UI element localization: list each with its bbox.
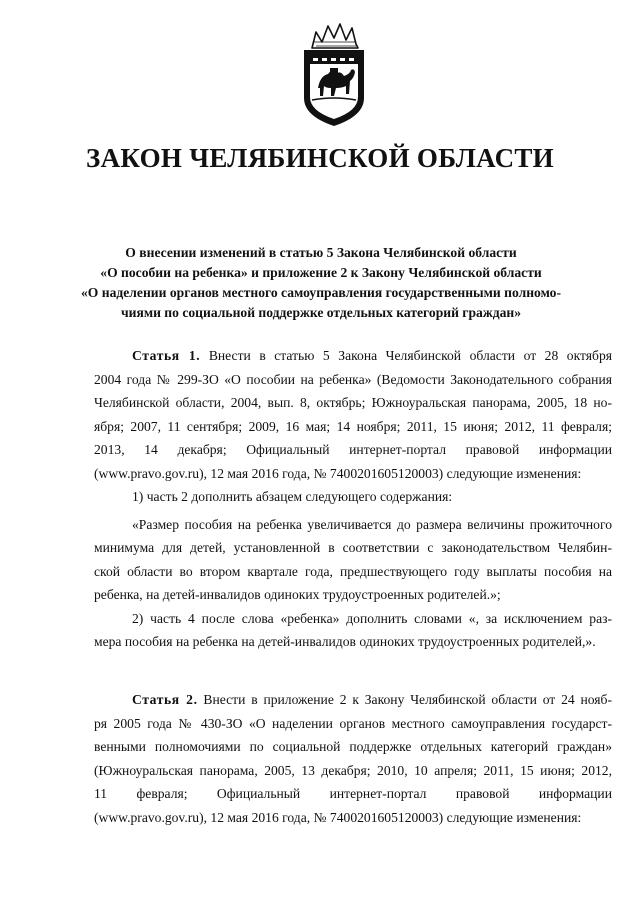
article-2-first-line (94, 688, 612, 712)
article-1-quote-line: ребенка, на детей-инвалидов одиноких трудоустроенных родителей.»; (94, 587, 501, 602)
article-1-line: Челябинской области, 2004, вып. 8, октябрь; Южноуральская панорама, 2005, 18 но- (94, 395, 612, 410)
article-1-line: 2004 года № 299-ЗО «О пособии на ребенка» (Ведомости Законодательного собрания (94, 371, 612, 387)
article-1-label: Статья 1. (132, 348, 201, 363)
article-2-line: ря 2005 года № 430-ЗО «О наделении органов местного самоуправления государст- (94, 715, 612, 731)
article-1-line: (www.pravo.gov.ru), 12 мая 2016 года, № 7400201605120003) следующие изменения: (94, 465, 582, 481)
article-2-line: (www.pravo.gov.ru), 12 мая 2016 года, № 7400201605120003) следующие изменения: (94, 809, 582, 825)
subject-line: «О наделении органов местного самоуправления государственными полномо- (81, 285, 561, 300)
subject-line: О внесении изменений в статью 5 Закона Челябинской области (125, 245, 517, 260)
article-2-text: Внести в приложение 2 к Закону Челябинской области от 24 нояб- (197, 692, 613, 707)
article-1-item-1: 1) часть 2 дополнить абзацем следующего содержания: (132, 489, 453, 504)
article-1-text: Внести в статью 5 Закона Челябинской области от 28 октября (200, 348, 612, 363)
article-2-line: 11 февраля; Официальный интернет-портал правовой информации (94, 786, 612, 801)
law-title: ЗАКОН ЧЕЛЯБИНСКОЙ ОБЛАСТИ (86, 143, 554, 173)
article-1-line: 2013, 14 декабря; Официальный интернет-портал правовой информации (94, 442, 612, 457)
article-1-item-2: 2) часть 4 после слова «ребенка» дополнить словами «, за исключением раз- (132, 610, 612, 626)
article-1-quote-line: минимума для детей, установленной в соответствии с законодательством Челябин- (94, 540, 612, 555)
article-1-quote-line: ской области во втором квартале года, предшествующего году выплаты пособия на (94, 563, 612, 579)
article-2 (94, 688, 612, 829)
article-1-line: ября; 2007, 11 сентября; 2009, 16 мая; 14 ноября; 2011, 15 июня; 2012, 11 февраля; (94, 418, 612, 434)
article-2-label: Статья 2. (132, 692, 198, 707)
article-1-quote-line: «Размер пособия на ребенка увеличивается до размера величины прожиточного (132, 516, 612, 532)
subject-line: чиями по социальной поддержке отдельных категорий граждан» (120, 305, 522, 320)
law-subject (60, 243, 582, 323)
subject-line: «О пособии на ребенка» и приложение 2 к Закону Челябинской области (100, 265, 542, 280)
article-1 (94, 344, 612, 654)
article-1-item-2-line: мера пособия на ребенка на детей-инвалидов одиноких трудоустроенных родителей,». (94, 634, 596, 649)
article-2-line: (Южноуральская панорама, 2005, 13 декабря; 2010, 10 апреля; 2011, 15 июня; 2012, (94, 762, 612, 778)
chelyabinsk-coat-of-arms-icon (298, 18, 370, 130)
article-2-line: венными полномочиями по социальной поддержке отдельных категорий граждан» (94, 739, 612, 754)
article-1-first-line (94, 344, 612, 368)
